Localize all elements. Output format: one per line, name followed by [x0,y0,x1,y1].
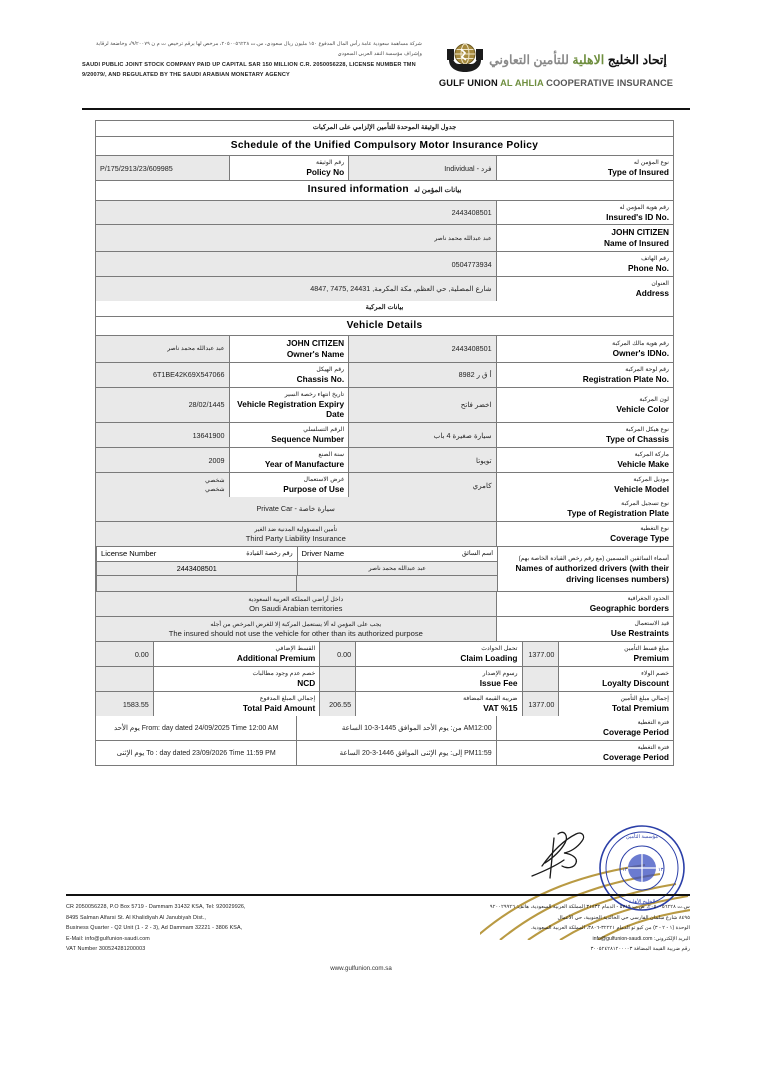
vehicle-label1-4 [496,448,673,472]
vehicle-value2-3: 13641900 [96,423,229,447]
driver-license-header-ar: رقم رخصة القيادة [246,550,293,558]
vehicle-label2-ar-3: الرقم التسلسلي [303,426,345,434]
authorized-drivers-label-en: Names of authorized drivers (with their driving licenses numbers) [515,562,669,584]
insured-label-0 [496,201,673,225]
driver-name-header-ar: اسم السائق [461,550,493,558]
insured-label-3-en: Address [635,288,669,299]
use-restraints-value-ar: يجب على المؤمن له ألا يستعمل المركبة إلا للغرض المرخص من أجله [210,621,382,629]
premium-l2-0 [355,642,521,666]
vehicle-label1-2-en: Vehicle Color [616,404,669,415]
coverage-type-value [96,522,496,546]
authorized-drivers-row [96,547,673,592]
premium-l3-1-en: NCD [297,678,316,689]
svg-text:١٣: ١٣ [658,867,664,873]
use-restraints-label-ar: قيد الاستعمال [634,620,669,628]
premium-l3-1-ar: خصم عدم وجود مطالبات [252,670,316,678]
registration-plate-type-row [96,497,673,522]
vehicle-row [96,423,673,448]
insured-section-banner [96,181,673,201]
premium-l1-0-ar: مبلغ قسط التأمين [624,645,669,653]
footer-en-line-0: CR 2050056228, P.O Box 5719 - Dammam 31432 KSA, Tel: 920029926, [66,904,246,911]
vehicle-value1-2: اخضر فاتح [348,388,495,423]
vehicle-label1-1-en: Registration Plate No. [582,373,669,384]
vehicle-details-rows [96,336,673,497]
header-divider [82,108,690,110]
registration-plate-type-label-ar: نوع تسجيل المركبة [621,499,669,507]
type-of-insured-label [496,156,673,180]
driver-license-0: 2443408501 [176,563,217,573]
vehicle-label2-4 [229,448,349,472]
insured-label-3 [496,277,673,301]
footer-ar-line-3: البريد الإلكتروني: info@gulfunion-saudi.com [592,935,690,942]
premium-v3-0: 0.00 [96,642,153,666]
vehicle-label2-ar-1: رقم الهيكل [316,365,345,373]
premium-row [96,642,673,667]
coverage-type-value-ar: تأمين المسؤولية المدنية ضد الغير [254,525,338,533]
coverage-period-label-0 [496,716,673,740]
premium-l1-0-en: Premium [633,653,669,664]
vehicle-label1-1-ar: رقم لوحة المركبة [625,365,669,373]
use-restraints-row [96,617,673,642]
footer-en-line-3: E-Mail: info@gulfunion-saudi.com [66,935,150,942]
footer-en-line-4: VAT Number 300524281200003 [66,946,146,953]
insured-label-0-en: Insured's ID No. [606,211,669,222]
vehicle-value1-4: تويوتا [348,448,495,472]
vehicle-label2-0 [229,336,349,362]
vehicle-section-banner-ar [96,301,673,317]
authorized-drivers-label [497,547,673,591]
coverage-period-gregorian-1: يوم الإثنى To : day dated 23/09/2026 Time 11:59 PM [96,741,296,765]
registration-plate-type-value: Private Car - سيارة خاصة [96,497,496,521]
vehicle-value1-3: سيارة صغيرة 4 باب [348,423,495,447]
premium-l3-2 [153,692,319,716]
registration-plate-type-label [496,497,673,521]
premium-l3-2-ar: إجمالي المبلغ المدفوع [259,695,316,703]
svg-text:الخليج الأهلية: الخليج الأهلية [628,899,656,905]
vehicle-owner-name-0: JOHN CITIZEN [286,338,345,349]
document-title-arabic: جدول الوثيقة الموحدة للتأمين الإلزامي على المركبات [312,124,457,131]
vehicle-label1-0 [496,336,673,362]
coverage-period-hijri-0: من: يوم الأحد الموافق 1445-3-10 الساعة AM12:00 [296,716,495,740]
geographic-borders-value-en: On Saudi Arabian territories [249,604,343,614]
authorized-drivers-label-ar: أسماء السائقين المسمين (مع رقم رخص القيادة الخاصة بهم) [518,554,669,562]
insured-information-rows [96,201,673,301]
insured-label-0-ar: رقم هوية المؤمن له [619,203,669,211]
vehicle-value1-1: أ ق ر 8982 [348,363,495,387]
insured-label-3-ar: العنوان [651,279,669,287]
vehicle-label1-2-ar: لون المركبة [639,395,669,403]
premium-l3-2-en: Total Paid Amount [242,703,316,714]
vehicle-label2-en-4: Year of Manufacture [264,459,345,470]
logo-en-part3: COOPERATIVE INSURANCE [546,78,674,88]
insured-label-1 [496,225,673,251]
geographic-borders-label [496,592,673,616]
coverage-type-value-en: Third Party Liability Insurance [245,534,346,544]
premium-v1-0: 1377.00 [522,642,559,666]
coverage-type-label-en: Coverage Type [610,533,669,544]
vehicle-value2-1: 6T1BE42K69X547066 [96,363,229,387]
coverage-period-label-1-ar: فترة التغطية [637,744,669,752]
vehicle-section-title-en: Vehicle Details [346,319,423,331]
vehicle-label2-en-1: Chassis No. [296,373,345,384]
coverage-period-label-0-en: Coverage Period [603,727,669,738]
vehicle-section-banner-en-cell [96,317,673,335]
driver-name-0: عبد عبدالله محمد ناصر [297,562,498,575]
insured-label-2-ar: رقم الهاتف [641,255,669,263]
driver-name-header [297,547,498,561]
logo-ar-part1: إتحاد الخليج [607,52,667,67]
vehicle-row [96,336,673,363]
logo-ar-part3: للتأمين التعاوني [489,52,569,67]
premium-l2-1 [355,667,521,691]
insured-row [96,225,673,252]
insured-name-label-en-name: JOHN CITIZEN [611,227,669,238]
coverage-period-gregorian-0: يوم الأحد From: day dated 24/09/2025 Time 12:00 AM [96,716,296,740]
vehicle-label2-en-2: Vehicle Registration Expiry Date [237,398,345,420]
insured-section-banner-cell [96,181,673,200]
driver-license-header [97,547,297,561]
insured-label-2-en: Phone No. [627,263,669,274]
logo-en-part1: GULF UNION [438,78,498,88]
policy-no-value: P/175/2913/23/609985 [96,156,229,180]
premium-l1-1-ar: خصم الولاء [641,670,669,678]
premium-l2-2-en: VAT %15 [483,703,518,714]
type-of-insured-label-ar: نوع المؤمن له [633,159,669,167]
premium-l3-0 [153,642,319,666]
premium-row [96,667,673,692]
footer-contact-arabic [490,902,690,955]
vehicle-label1-4-ar: ماركة المركبة [634,451,669,459]
vehicle-row [96,473,673,497]
footer-ar-line-4: رقم ضريبة القيمة المضافة ٣٠٠٥٢٤٢٨١٢٠٠٠٠٣ [590,945,690,952]
vehicle-label2-1 [229,363,349,387]
coverage-type-label-ar: نوع التغطية [640,525,669,533]
premium-l1-1-en: Loyalty Discount [602,678,669,689]
vehicle-label2-5 [229,473,349,497]
insured-value-3: 4847, شارع المصلية, حي العظم, مكة المكرمة, 24431 ,7475 [96,277,496,301]
use-restraints-value [96,617,496,641]
logo-ar-part2: الاهلية [572,52,605,67]
premium-v1-2: 1377.00 [522,692,559,716]
premium-l1-2-en: Total Premium [611,703,669,714]
coverage-period-label-1-en: Coverage Period [603,752,669,763]
insured-name-label-en: Name of Insured [603,238,669,249]
insured-name-value-ar: عبد عبدالله محمد ناصر [434,234,492,242]
premium-v2-1 [319,667,355,691]
vehicle-label2-en-3: Sequence Number [271,434,345,445]
logo-en-part2: AL AHLIA [500,78,544,88]
footer-contact-english [66,902,246,955]
premium-v3-2: 1583.55 [96,692,153,716]
vehicle-label1-5 [496,473,673,497]
use-restraints-value-en: The insured should not use the vehicle for other than its authorized purpose [168,629,423,639]
vehicle-row [96,388,673,424]
legal-notice-arabic: شركة مساهمة سعودية عامة رأس المال المدفوع ١٥٠ مليون ريال سعودي، س.ت ٢٠٥٠٠٥٦٢٢٨، مرخص لها برقم ترخيص ت م ن ٩/٢٠٠٧٩/، وخاضعة لرقابة وإشراف مؤسسة النقد العربي السعودي [96,41,422,57]
vehicle-value1-5: كامري [348,473,495,497]
premium-l3-0-ar: القسط الإضافي [275,645,316,653]
drivers-table [96,547,497,591]
svg-text:مؤسسة التأمين: مؤسسة التأمين [626,834,658,840]
premium-rows [96,642,673,716]
document-header [0,0,762,102]
vehicle-row [96,448,673,473]
logo-text-arabic [489,52,667,67]
vehicle-section-banner-ar-cell [96,301,673,316]
premium-v1-1 [522,667,559,691]
vehicle-value2-ar-0: عبد عبدالله محمد ناصر [167,345,225,353]
vehicle-label1-3-ar: نوع هيكل المركبة [625,426,669,434]
premium-v3-1 [96,667,153,691]
vehicle-label1-4-en: Vehicle Make [617,459,669,470]
vehicle-label2-ar-2: تاريخ انتهاء رخصة السير [284,390,345,398]
coverage-period-row [96,741,673,765]
policy-no-label [229,156,349,180]
insured-row [96,277,673,301]
coverage-period-row [96,716,673,741]
document-title-english: Schedule of the Unified Compulsory Motor Insurance Policy [230,139,539,151]
vehicle-section-title-ar: بيانات المركبة [365,303,404,311]
vehicle-row [96,363,673,388]
insured-section-title-en: Insured information [307,184,409,196]
premium-row [96,692,673,716]
policy-schedule-table [95,120,674,766]
vehicle-label1-5-ar: موديل المركبة [633,476,669,484]
premium-l1-2-ar: إجمالي مبلغ التأمين [620,695,669,703]
premium-l3-1 [153,667,319,691]
type-of-insured-label-en: Type of Insured [607,167,669,178]
logo-text-english [439,78,673,88]
insured-label-2 [496,252,673,276]
premium-v2-2: 206.55 [319,692,355,716]
coverage-period-hijri-1: إلى: يوم الإثنى الموافق 1446-3-20 الساعة PM11:59 [296,741,495,765]
premium-l2-1-ar: رسوم الإصدار [482,670,518,678]
policy-row [96,156,673,181]
vehicle-label2-ar-5: غرض الاستعمال [303,476,345,484]
vehicle-label2-en-5: Purpose of Use [283,484,345,495]
vehicle-label1-2 [496,388,673,423]
premium-l1-2 [558,692,673,716]
vehicle-label1-3 [496,423,673,447]
coverage-period-label-1 [496,741,673,765]
coverage-type-label [496,522,673,546]
vehicle-value2-ar-5: شخصي [205,476,225,484]
vehicle-value1-0: 2443408501 [348,336,495,362]
vehicle-value2-5 [96,473,229,497]
premium-l1-1 [558,667,673,691]
premium-l2-1-en: Issue Fee [479,678,518,689]
driver-empty-row [97,576,497,591]
vehicle-section-banner-en [96,317,673,336]
vehicle-label1-0-en: Owner's IDNo. [612,347,669,358]
insured-value-0: 2443408501 [96,201,496,225]
insured-row [96,252,673,277]
driver-name-header-en: Driver Name [301,549,345,559]
insured-name-value [96,225,496,251]
geographic-borders-label-ar: الحدود الجغرافية [627,595,669,603]
legal-notice [82,40,422,81]
vehicle-label1-1 [496,363,673,387]
vehicle-label2-3 [229,423,349,447]
driver-data-rows [97,562,497,576]
registration-plate-type-label-en: Type of Registration Plate [567,508,669,519]
premium-l3-0-en: Additional Premium [236,653,316,664]
premium-l2-0-ar: تحمل الحوادث [481,645,518,653]
legal-notice-english: SAUDI PUBLIC JOINT STOCK COMPANY PAID UP CAPITAL SAR 150 MILLION C.R. 2050056228, LICENSE NUMBER TMN 9/20079/, AND REGULATED BY THE SAUDI ARABIAN MONETARY AGENCY [82,62,416,79]
coverage-type-row [96,522,673,547]
globe-in-hands-logo-icon [445,42,485,76]
vehicle-value2-4: 2009 [96,448,229,472]
premium-l2-0-en: Claim Loading [460,653,518,664]
policy-no-label-ar: رقم الوثيقة [315,159,345,167]
premium-l2-2-ar: ضريبة القيمة المضافة [463,695,518,703]
premium-l2-2 [355,692,521,716]
title-row-arabic [96,121,673,137]
footer-ar-line-0: س.ت ٢٠٥٠٠٥٦٢٢٨، ص.ب ٥٧١٩ - الدمام ٣١٤٣٢ المملكة العربية السعودية، هاتف: ٩٢٠٠٢٩٩٢٦ [489,904,690,911]
vehicle-value2-0 [96,336,229,362]
document-title-arabic-cell [96,121,673,136]
geographic-borders-value [96,592,496,616]
document-footer [0,894,762,972]
document-title-english-cell [96,137,673,155]
company-logo [422,40,690,88]
use-restraints-label-en: Use Restraints [610,628,669,639]
vehicle-value2b-ar-5: شخصي [205,486,225,494]
footer-website: www.gulfunion.com.sa [330,965,392,972]
geographic-borders-row [96,592,673,617]
driver-license-header-en: License Number [101,549,157,559]
premium-v2-0: 0.00 [319,642,355,666]
vehicle-label2-ar-4: سنة الصنع [318,451,345,459]
svg-text:١٣: ١٣ [622,867,628,873]
use-restraints-label [496,617,673,641]
vehicle-value2-2: 28/02/1445 [96,388,229,423]
vehicle-label1-0-ar: رقم هوية مالك المركبة [612,339,669,347]
insured-value-2: 0504773934 [96,252,496,276]
title-row-english [96,137,673,156]
coverage-period-rows [96,716,673,765]
driver-row [97,562,497,576]
insured-row [96,201,673,226]
type-of-insured-value: Individual - فرد [348,156,495,180]
geographic-borders-value-ar: داخل أراضي المملكة العربية السعودية [248,596,344,604]
policy-no-label-en: Policy No [306,167,345,178]
footer-ar-line-1: ٨٤٩٥ شارع سلمان الفارسي حي الخالدية الجنوبية، حي الأعمال [557,914,690,921]
premium-l1-0 [558,642,673,666]
footer-ar-line-2: الوحدة (١ - ٢ - ٣) من كيو تو الدمام ٣٢٢٢١-٣٨٠٦، المملكة العربية السعودية. [530,925,690,932]
geographic-borders-label-en: Geographic borders [589,603,669,614]
vehicle-label2-2 [229,388,349,423]
footer-en-line-1: 8495 Salman Alfarsi St. Al Khalidiyah Al Janubiyah Dist., [66,914,206,921]
vehicle-label2-en-0: Owner's Name [286,348,345,359]
insured-section-title-ar: بيانات المؤمن له [413,187,462,195]
vehicle-label1-3-en: Type of Chassis [605,434,669,445]
coverage-period-label-0-ar: فترة التغطية [637,719,669,727]
footer-en-line-2: Business Quarter - Q2 Unit (1 - 2 - 3), Ad Dammam 32221 - 3806 KSA, [66,925,243,932]
vehicle-label1-5-en: Vehicle Model [614,484,669,495]
